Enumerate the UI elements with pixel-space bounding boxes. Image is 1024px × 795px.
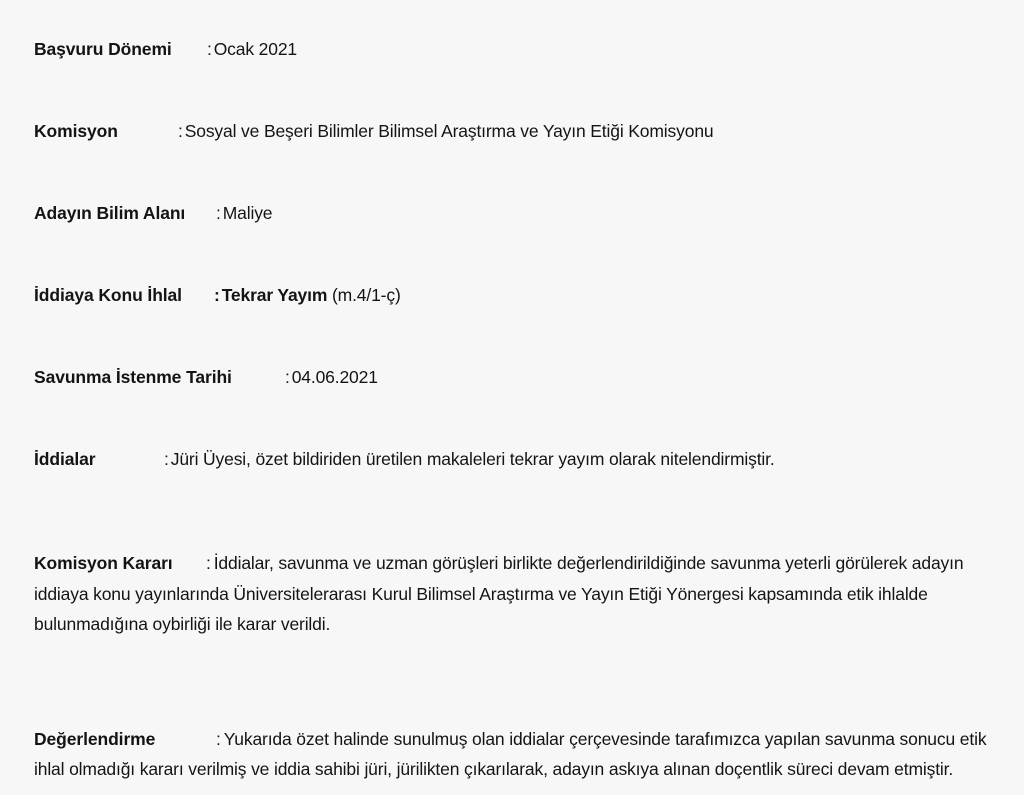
field-value-text: Sosyal ve Beşeri Bilimler Bilimsel Araştırma ve Yayın Etiği Komisyonu <box>184 121 714 141</box>
colon-separator: : <box>285 367 290 387</box>
field-value-text: Jüri Üyesi, özet bildiriden üretilen makaleleri tekrar yayım olarak nitelendirmiştir. <box>170 449 775 469</box>
field-value-suffix-article-reference: (m.4/1-ç) <box>331 285 401 305</box>
colon-separator: : <box>216 203 221 223</box>
field-label-adayin-bilim-alani: Adayın Bilim Alanı <box>34 203 186 223</box>
field-line <box>34 362 1002 392</box>
section-spacer <box>34 700 1002 724</box>
colon-separator: : <box>206 553 211 573</box>
paragraph-degerlendirme <box>34 724 1002 785</box>
field-row-savunma-istenme-tarihi <box>34 362 1002 444</box>
colon-separator: : <box>207 39 212 59</box>
field-value-text: Ocak 2021 <box>213 39 298 59</box>
field-value-iddialar <box>164 444 775 474</box>
field-value-savunma-istenme-tarihi <box>285 362 378 392</box>
field-value-text: Maliye <box>222 203 273 223</box>
field-row-degerlendirme <box>34 724 1002 785</box>
field-value-text: Yukarıda özet halinde sunulmuş olan iddialar çerçevesinde tarafımızca yapılan savunma sonucu etik ihlal olmadığı kararı verilmiş ve iddia sahibi jüri, jürilikten çıkarılarak, adayın askıya alınan doçentlik süreci devam etmiştir. <box>34 728 987 779</box>
colon-separator: : <box>216 728 221 749</box>
field-value-adayin-bilim-alani <box>216 198 272 228</box>
field-label-iddialar: İddialar <box>34 449 96 469</box>
field-label-komisyon-karari: Komisyon Kararı <box>34 553 173 573</box>
paragraph-komisyon-karari <box>34 548 1002 640</box>
field-value-text: 04.06.2021 <box>291 367 378 387</box>
colon-separator: : <box>164 449 169 469</box>
field-value-komisyon <box>178 116 714 146</box>
section-spacer <box>34 526 1002 548</box>
field-line <box>34 34 1002 64</box>
field-row-iddialar <box>34 444 1002 526</box>
field-row-komisyon-karari <box>34 548 1002 640</box>
field-line <box>34 280 1002 310</box>
field-row-iddiaya-konu-ihlal <box>34 280 1002 362</box>
field-label-degerlendirme: Değerlendirme <box>34 728 156 749</box>
field-label-iddiaya-konu-ihlal: İddiaya Konu İhlal <box>34 285 182 305</box>
field-row-komisyon <box>34 116 1002 198</box>
field-row-adayin-bilim-alani <box>34 198 1002 280</box>
field-label-savunma-istenme-tarihi: Savunma İstenme Tarihi <box>34 367 232 387</box>
field-label-komisyon: Komisyon <box>34 121 118 141</box>
field-value-text: İddialar, savunma ve uzman görüşleri birlikte değerlendirildiğinde savunma yeterli görülerek adayın iddiaya konu yayınlarında Üniversitelerarası Kurul Bilimsel Araştırma ve Yayın Etiği Yönergesi kapsamında etik ihlalde bulunmadığına oybirliği ile karar verildi. <box>34 553 964 634</box>
field-line <box>34 116 1002 146</box>
field-label-basvuru-donemi: Başvuru Dönemi <box>34 39 172 59</box>
field-line <box>34 198 1002 228</box>
field-line <box>34 444 1002 474</box>
field-value-basvuru-donemi <box>207 34 297 64</box>
colon-separator: : <box>178 121 183 141</box>
field-value-iddiaya-konu-ihlal <box>214 280 401 310</box>
field-row-basvuru-donemi <box>34 34 1002 116</box>
field-value-text: Tekrar Yayım <box>221 285 328 305</box>
colon-separator: : <box>214 285 220 305</box>
